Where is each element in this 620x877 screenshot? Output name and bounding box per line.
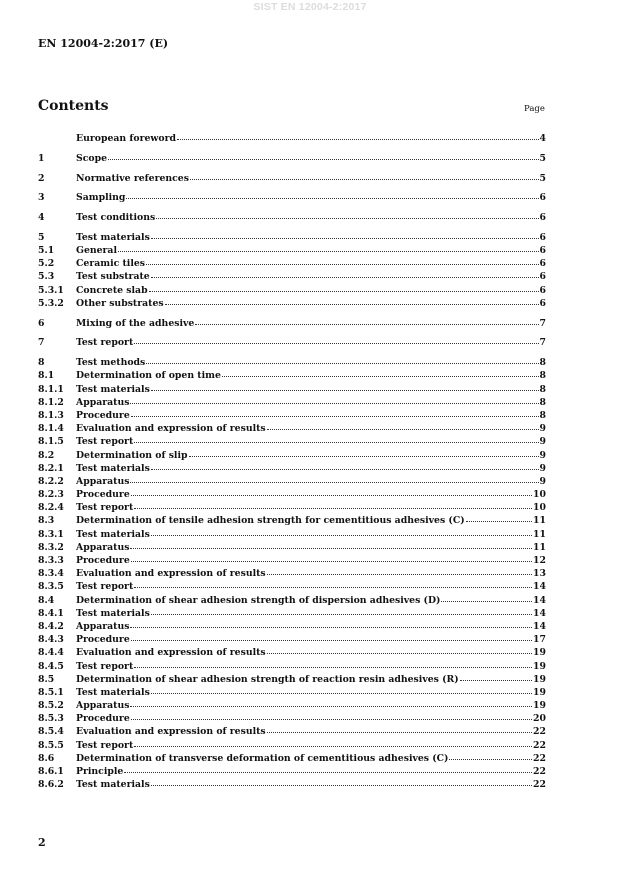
toc-entry-title: Sampling [76,192,126,204]
toc-entry[interactable] [38,245,546,258]
toc-dot-leader [222,376,539,377]
toc-entry-title: European foreword [76,133,176,144]
toc-entry-title: Procedure [76,634,130,646]
toc-entry-number: 8.4.4 [38,647,64,659]
toc-entry-page: 11 [533,515,546,527]
toc-entry[interactable] [38,463,546,476]
toc-entry-number: 8.6.1 [38,766,64,777]
toc-entry-page: 5 [539,152,546,164]
toc-entry-title: Test report [76,739,134,751]
toc-entry-title: Ceramic tiles [76,258,146,270]
toc-entry-title: Test report [76,502,134,514]
toc-entry-page: 4 [539,133,546,144]
toc-dot-leader [190,179,539,180]
toc-entry-number: 8.3 [38,515,55,527]
toc-dot-leader [151,785,532,786]
toc-dot-leader [460,680,532,681]
toc-entry-page: 8 [539,396,546,408]
toc-entry[interactable] [38,258,546,271]
toc-dot-leader [134,746,532,747]
toc-entry-title: Test report [76,436,134,448]
toc-entry-number: 8.1.3 [38,409,64,421]
toc-entry-number: 8.2.3 [38,489,64,501]
toc-entry-number: 8.1.2 [38,396,64,408]
toc-entry-page: 10 [533,502,546,514]
toc-entry-title: Test report [76,337,134,349]
toc-entry-title: Determination of transverse deformation of cementitious adhesives (C) [76,752,449,764]
toc-dot-leader [131,719,532,720]
toc-dot-leader [131,416,539,417]
toc-entry-title: Test report [76,581,134,593]
toc-entry-number: 8.2 [38,449,55,461]
toc-entry-number: 8.5 [38,673,55,685]
toc-entry[interactable] [38,621,546,634]
toc-entry[interactable] [38,384,546,397]
toc-entry[interactable] [38,700,546,713]
table-of-contents [38,133,546,792]
toc-entry-number: 8.6 [38,752,55,764]
toc-dot-leader [146,264,539,265]
toc-entry[interactable] [38,502,546,515]
toc-entry[interactable] [38,173,546,186]
toc-entry[interactable] [38,298,546,311]
toc-entry-page: 6 [539,231,546,243]
toc-entry[interactable] [38,357,546,370]
toc-entry-title: Test materials [76,383,150,395]
toc-entry[interactable] [38,133,546,146]
toc-entry-title: Test report [76,660,134,672]
toc-dot-leader [108,159,539,160]
toc-entry-title: Test materials [76,231,150,243]
toc-dot-leader [267,429,539,430]
toc-entry-page: 13 [533,568,546,580]
toc-entry-title: Determination of tensile adhesion strength for cementitious adhesives (C) [76,515,465,527]
toc-entry-page: 14 [533,607,546,619]
toc-entry[interactable] [38,766,546,779]
toc-entry-title: Procedure [76,555,130,566]
toc-entry-title: Evaluation and expression of results [76,568,266,580]
toc-dot-leader [124,772,532,773]
toc-dot-leader [195,324,538,325]
toc-entry-page: 22 [533,726,546,738]
toc-entry-page: 7 [539,337,546,349]
toc-entry-number: 8.2.4 [38,502,64,514]
toc-entry-number: 5.1 [38,245,55,257]
toc-entry-title: Normative references [76,172,189,184]
toc-entry[interactable] [38,740,546,753]
toc-entry[interactable] [38,370,546,383]
toc-entry-number: 5.3.1 [38,284,64,296]
toc-entry-number: 5.3.2 [38,297,64,309]
toc-entry-number: 7 [38,337,45,349]
toc-entry-page: 8 [539,370,546,382]
page-number: 2 [38,836,46,849]
toc-entry[interactable] [38,726,546,739]
toc-dot-leader [267,653,532,654]
toc-entry-page: 11 [533,528,546,540]
toc-entry-page: 17 [533,634,546,646]
toc-dot-leader [267,574,532,575]
toc-entry-title: Evaluation and expression of results [76,647,266,659]
toc-entry-page: 9 [539,436,546,448]
toc-entry-number: 8 [38,357,45,369]
toc-entry-title: Test materials [76,528,150,540]
toc-entry[interactable] [38,634,546,647]
toc-entry[interactable] [38,337,546,350]
toc-dot-leader [151,614,532,615]
toc-dot-leader [267,732,532,733]
toc-entry-number: 8.1.5 [38,436,64,448]
toc-entry-title: General [76,245,117,257]
toc-entry-title: Test materials [76,779,150,791]
toc-dot-leader [126,198,538,199]
toc-entry-number: 5 [38,231,45,243]
toc-entry[interactable] [38,423,546,436]
toc-entry-page: 6 [539,245,546,257]
toc-entry[interactable] [38,568,546,581]
toc-entry[interactable] [38,271,546,284]
toc-entry-page: 8 [539,357,546,369]
toc-entry-number: 8.2.1 [38,462,64,474]
toc-dot-leader [189,456,539,457]
toc-entry-number: 8.5.2 [38,700,64,712]
toc-dot-leader [146,363,538,364]
toc-dot-leader [449,759,532,760]
toc-entry-title: Procedure [76,489,130,501]
toc-entry[interactable] [38,674,546,687]
toc-dot-leader [466,521,532,522]
toc-entry-title: Apparatus [76,475,130,487]
toc-dot-leader [441,601,532,602]
toc-entry-page: 9 [539,462,546,474]
toc-dot-leader [131,561,532,562]
toc-entry-page: 22 [533,739,546,751]
toc-entry-number: 8.5.5 [38,739,64,751]
toc-entry-number: 8.1.1 [38,383,64,395]
toc-entry-page: 9 [539,423,546,435]
toc-entry-title: Procedure [76,713,130,725]
toc-dot-leader [118,251,539,252]
toc-entry-number: 8.6.2 [38,779,64,791]
toc-entry-number: 2 [38,172,45,184]
toc-entry-title: Determination of open time [76,370,221,382]
toc-dot-leader [130,706,532,707]
toc-entry-page: 12 [533,555,546,566]
toc-entry-page: 14 [533,620,546,632]
toc-entry-page: 19 [533,700,546,712]
contents-heading: Contents [38,98,109,114]
toc-entry-number: 8.3.4 [38,568,64,580]
toc-entry-page: 20 [533,713,546,725]
toc-entry[interactable] [38,661,546,674]
toc-entry-page: 9 [539,449,546,461]
toc-dot-leader [151,277,539,278]
toc-entry-number: 8.5.1 [38,686,64,698]
toc-entry-title: Determination of shear adhesion strength of dispersion adhesives (D) [76,594,441,606]
toc-dot-leader [131,495,532,496]
toc-entry-title: Test materials [76,686,150,698]
toc-entry[interactable] [38,489,546,502]
toc-entry[interactable] [38,779,546,792]
toc-entry-number: 8.1.4 [38,423,64,435]
toc-entry-title: Evaluation and expression of results [76,726,266,738]
toc-entry-number: 8.3.2 [38,541,64,553]
toc-entry-page: 11 [533,541,546,553]
toc-entry[interactable] [38,753,546,766]
toc-entry-number: 8.5.3 [38,713,64,725]
toc-dot-leader [134,667,532,668]
toc-entry-title: Test materials [76,462,150,474]
toc-entry-title: Principle [76,766,124,777]
toc-entry-title: Procedure [76,409,130,421]
toc-entry-number: 8.4.1 [38,607,64,619]
toc-entry-number: 8.2.2 [38,475,64,487]
toc-entry-number: 8.3.3 [38,555,64,566]
toc-entry[interactable] [38,595,546,608]
toc-entry[interactable] [38,436,546,449]
document-id: EN 12004-2:2017 (E) [38,37,169,50]
toc-dot-leader [130,548,532,549]
toc-entry-page: 22 [533,779,546,791]
toc-entry-page: 6 [539,212,546,224]
toc-entry-page: 5 [539,172,546,184]
toc-entry-number: 4 [38,212,45,224]
toc-entry-number: 8.4.5 [38,660,64,672]
toc-entry-page: 6 [539,271,546,283]
toc-entry-page: 19 [533,647,546,659]
toc-entry-number: 3 [38,192,45,204]
toc-entry[interactable] [38,555,546,568]
toc-entry[interactable] [38,713,546,726]
toc-entry-number: 8.4 [38,594,55,606]
toc-dot-leader [156,218,538,219]
toc-entry[interactable] [38,476,546,489]
toc-entry[interactable] [38,687,546,700]
toc-entry[interactable] [38,529,546,542]
toc-entry[interactable] [38,410,546,423]
toc-entry-page: 22 [533,766,546,777]
toc-entry-title: Mixing of the adhesive [76,317,195,329]
toc-entry[interactable] [38,232,546,245]
toc-entry-title: Test methods [76,357,146,369]
toc-entry-page: 6 [539,258,546,270]
toc-entry-number: 1 [38,152,45,164]
toc-entry[interactable] [38,581,546,594]
toc-entry-title: Concrete slab [76,284,148,296]
toc-dot-leader [149,291,539,292]
toc-entry-page: 10 [533,489,546,501]
page-column-label: Page [524,104,545,114]
toc-entry-number: 8.3.1 [38,528,64,540]
toc-entry-page: 6 [539,297,546,309]
toc-entry[interactable] [38,647,546,660]
toc-entry-page: 19 [533,686,546,698]
toc-dot-leader [130,482,538,483]
toc-entry-page: 6 [539,284,546,296]
toc-entry-page: 8 [539,409,546,421]
toc-dot-leader [130,627,532,628]
toc-entry-number: 8.5.4 [38,726,64,738]
toc-entry-page: 6 [539,192,546,204]
toc-entry[interactable] [38,450,546,463]
toc-entry[interactable] [38,608,546,621]
toc-entry-title: Other substrates [76,297,164,309]
toc-entry-title: Evaluation and expression of results [76,423,266,435]
toc-entry-number: 6 [38,317,45,329]
toc-entry[interactable] [38,212,546,225]
toc-entry[interactable] [38,515,546,528]
toc-entry-page: 14 [533,594,546,606]
toc-entry-page: 9 [539,475,546,487]
toc-entry-title: Scope [76,152,107,164]
toc-dot-leader [134,442,538,443]
toc-entry-page: 19 [533,673,546,685]
toc-entry[interactable] [38,318,546,331]
toc-dot-leader [151,238,539,239]
toc-dot-leader [151,693,532,694]
toc-entry-title: Test substrate [76,271,150,283]
toc-entry-number: 8.4.3 [38,634,64,646]
toc-entry-title: Test conditions [76,212,156,224]
toc-entry-number: 5.3 [38,271,55,283]
toc-dot-leader [151,390,539,391]
toc-entry-title: Determination of shear adhesion strength of reaction resin adhesives (R) [76,673,459,685]
toc-entry-page: 14 [533,581,546,593]
toc-entry-page: 19 [533,660,546,672]
toc-entry-number: 5.2 [38,258,55,270]
toc-entry[interactable] [38,397,546,410]
toc-entry-number: 8.1 [38,370,55,382]
toc-dot-leader [151,535,532,536]
toc-dot-leader [130,403,538,404]
toc-entry[interactable] [38,285,546,298]
toc-entry-title: Apparatus [76,541,130,553]
toc-entry-number: 8.4.2 [38,620,64,632]
toc-entry[interactable] [38,542,546,555]
toc-entry-title: Determination of slip [76,449,188,461]
toc-entry-title: Apparatus [76,700,130,712]
watermark: SIST EN 12004-2:2017 [253,1,367,13]
toc-dot-leader [177,139,539,140]
toc-dot-leader [134,587,532,588]
toc-dot-leader [165,304,539,305]
toc-dot-leader [151,469,539,470]
toc-entry[interactable] [38,192,546,205]
toc-entry-page: 7 [539,317,546,329]
toc-entry-page: 8 [539,383,546,395]
toc-dot-leader [134,343,538,344]
toc-dot-leader [131,640,532,641]
toc-dot-leader [134,508,532,509]
toc-entry-title: Test materials [76,607,150,619]
toc-entry-title: Apparatus [76,620,130,632]
toc-entry-number: 8.3.5 [38,581,64,593]
toc-entry-title: Apparatus [76,396,130,408]
toc-entry[interactable] [38,153,546,166]
toc-entry-page: 22 [533,752,546,764]
